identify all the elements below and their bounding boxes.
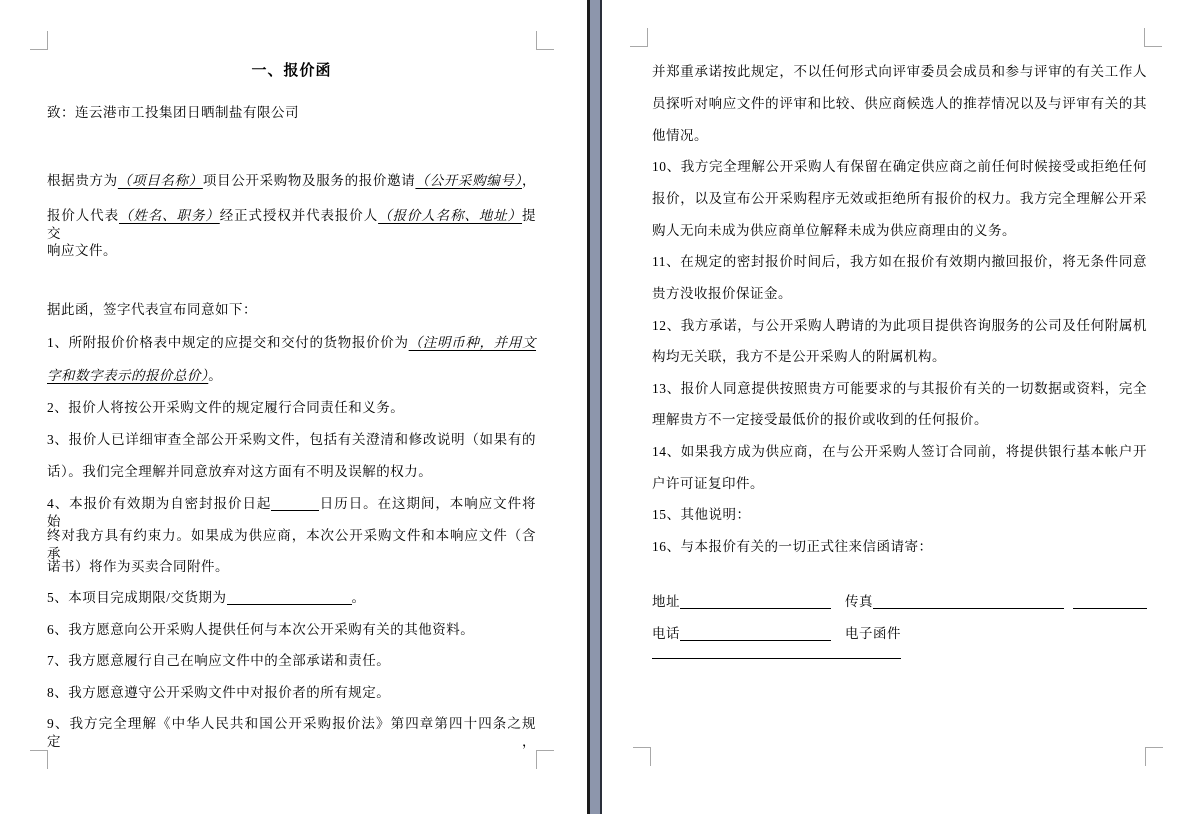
blank-field[interactable] [652, 644, 901, 659]
text-line [652, 443, 1147, 462]
placeholder-text: （公开采购编号） [415, 173, 523, 188]
text-segment: 员探听对响应文件的评审和比较、供应商候选人的推荐情况以及与评审有关的其 [652, 96, 1147, 111]
text-line [652, 538, 1147, 557]
text-segment: 13、报价人同意提供按照贵方可能要求的与其报价有关的一切数据或资料，完全 [652, 381, 1147, 396]
text-line [652, 190, 1147, 209]
text-line [652, 253, 1147, 272]
text-segment: 并郑重承诺按此规定，不以任何形式向评审委员会成员和参与评审的有关工作人 [652, 64, 1147, 79]
text-segment: 。 [208, 368, 223, 383]
text-line [47, 242, 536, 261]
blank-field[interactable] [680, 594, 831, 609]
text-segment: 构均无关联，我方不是公开采购人的附属机构。 [652, 349, 946, 364]
text-segment: 户许可证复印件。 [652, 476, 764, 491]
placeholder-text: （姓名、职务） [118, 208, 220, 223]
text-line [47, 558, 536, 577]
crop-mark-tr [536, 31, 554, 50]
text-line [47, 715, 536, 749]
crop-mark-tl [30, 31, 48, 50]
text-line [652, 506, 1147, 525]
placeholder-text: （注明币种，并用文 [408, 335, 537, 350]
text-segment: 日历日。在这期间，本响应文件将始 [47, 496, 537, 529]
text-line [652, 95, 1147, 114]
text-segment: 5、本项目完成期限/交货期为 [47, 590, 227, 605]
text-line [47, 621, 536, 640]
text-line [47, 463, 536, 482]
text-segment: 12、我方承诺，与公开采购人聘请的为此项目提供咨询服务的公司及任何附属机 [652, 318, 1147, 333]
blank-field[interactable] [680, 626, 831, 641]
placeholder-text: 字和数字表示的报价总价） [47, 368, 209, 383]
text-line [47, 589, 536, 608]
text-line [47, 684, 536, 703]
text-line [652, 285, 1147, 304]
text-segment: 地址 [652, 594, 680, 609]
text-segment: 理解贵方不一定接受最低价的报价或收到的任何报价。 [652, 412, 988, 427]
text-segment: 他情况。 [652, 128, 708, 143]
text-segment: 16、与本报价有关的一切正式往来信函请寄： [652, 539, 933, 554]
text-segment: 据此函，签字代表宣布同意如下： [47, 302, 257, 317]
text-line [47, 399, 536, 418]
blank-field[interactable] [271, 496, 319, 511]
page-2[interactable] [602, 0, 1191, 814]
text-line [652, 317, 1147, 336]
text-line [47, 301, 536, 320]
text-segment: 电子函件 [845, 626, 901, 641]
text-segment: 终对我方具有约束力。如果成为供应商，本次公开采购文件和本响应文件（含承 [47, 528, 536, 561]
text-line [47, 334, 536, 353]
text-line [652, 222, 1147, 241]
text-segment: 6、我方愿意向公开采购人提供任何与本次公开采购有关的其他资料。 [47, 622, 475, 637]
text-segment: 购人无向未成为供应商单位解释未成为供应商理由的义务。 [652, 223, 1016, 238]
text-line [47, 527, 536, 561]
text-line [652, 348, 1147, 367]
text-line [47, 207, 537, 241]
text-line [652, 625, 1147, 644]
text-segment: 2、报价人将按公开采购文件的规定履行合同责任和义务。 [47, 400, 405, 415]
text-line [652, 411, 1147, 430]
text-segment: 报价，以及宣布公开采购程序无效或拒绝所有报价的权力。我方完全理解公开采 [652, 191, 1147, 206]
text-segment: 话）。我们完全理解并同意放弃对这方面有不明及误解的权力。 [47, 464, 433, 479]
crop-mark-br [536, 750, 554, 769]
text-segment: 经正式授权并代表报价人 [219, 208, 379, 223]
text-segment: 项目公开采购物及服务的报价邀请 [202, 173, 416, 188]
blank-field[interactable] [1073, 594, 1147, 609]
text-segment: 一、报价函 [251, 63, 332, 79]
text-line [47, 104, 536, 123]
text-segment: 10、我方完全理解公开采购人有保留在确定供应商之前任何时候接受或拒绝任何 [652, 159, 1147, 174]
page-1[interactable] [0, 0, 587, 814]
text-line [47, 431, 536, 450]
page-divider [587, 0, 602, 814]
crop-mark-bl [633, 747, 651, 766]
crop-mark-bl [30, 750, 48, 769]
spacer [831, 637, 845, 638]
text-segment: 15、其他说明： [652, 507, 751, 522]
text-segment: 根据贵方为 [47, 173, 118, 188]
text-segment: 报价人代表 [47, 208, 119, 223]
text-segment: 传真 [845, 594, 873, 609]
text-segment: 4、本报价有效期为自密封报价日起 [47, 496, 272, 511]
text-segment: 8、我方愿意遵守公开采购文件中对报价者的所有规定。 [47, 685, 391, 700]
text-line [47, 367, 536, 386]
text-segment: 致：连云港市工投集团日晒制盐有限公司 [47, 105, 299, 120]
crop-mark-tr [1144, 28, 1162, 47]
text-segment: 响应文件。 [47, 243, 117, 258]
text-line [652, 380, 1147, 399]
text-segment: 诺书）将作为买卖合同附件。 [47, 559, 229, 574]
text-line [47, 172, 536, 191]
text-segment: 3、报价人已详细审查全部公开采购文件，包括有关澄清和修改说明（如果有的 [47, 432, 536, 447]
blank-field[interactable] [873, 594, 1064, 609]
text-line [652, 127, 1147, 146]
placeholder-text: （项目名称） [117, 173, 203, 188]
text-segment: ， [522, 173, 537, 188]
text-segment: 贵方没收报价保证金。 [652, 286, 792, 301]
crop-mark-br [1145, 747, 1163, 766]
text-line [652, 158, 1147, 177]
crop-mark-tl [630, 28, 648, 47]
text-line [47, 495, 537, 529]
text-line [47, 652, 536, 671]
text-segment: 9、我方完全理解《中华人民共和国公开采购报价法》第四章第四十四条之规定， [47, 716, 536, 749]
text-segment: 1、所附报价价格表中规定的应提交和交付的货物报价价为 [47, 335, 409, 350]
text-line [652, 593, 1147, 612]
text-line [652, 475, 1147, 494]
text-segment: 提交 [47, 208, 537, 241]
text-line [652, 63, 1147, 82]
text-segment: 14、如果我方成为供应商，在与公开采购人签订合同前，将提供银行基本帐户开 [652, 444, 1147, 459]
text-segment: 电话 [652, 626, 680, 641]
spacer [831, 605, 845, 606]
text-segment: 11、在规定的密封报价时间后，我方如在报价有效期内撤回报价，将无条件同意 [652, 254, 1147, 269]
placeholder-text: （报价人名称、地址） [378, 208, 523, 223]
blank-field[interactable] [227, 590, 352, 605]
section-title [47, 62, 536, 81]
spacer [1064, 605, 1073, 606]
text-segment: 。 [351, 590, 366, 605]
text-segment: 7、我方愿意履行自己在响应文件中的全部承诺和责任。 [47, 653, 391, 668]
